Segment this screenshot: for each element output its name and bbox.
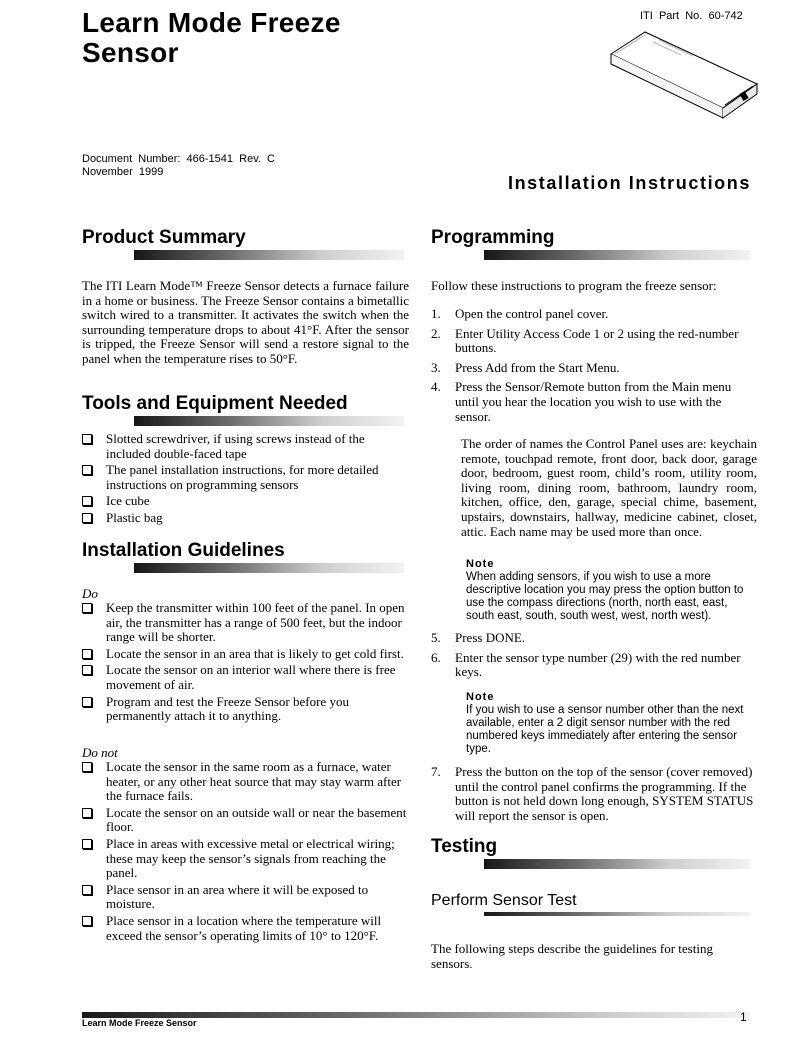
checkbox-bullet-icon [82, 496, 92, 506]
list-item: Program and test the Freeze Sensor before you permanently attach it to anything. [82, 695, 409, 724]
location-names-text: The order of names the Control Panel uses are: keychain remote, touchpad remote, front door, back door, garage door, bedroom, guest room, child’s room, utility room, living room, dining room, bathroom, laundry room, kitchen, office, den, garage, special chime, basement, upstairs, downstairs, hallway, medicine cabinet, closet, attic. Each name may be used more than once. [461, 436, 757, 539]
list-item: Plastic bag [82, 511, 409, 526]
list-item: Place sensor in a location where the temperature will exceed the sensor’s operating limits of 10° to 120°F. [82, 914, 409, 943]
programming-intro: Follow these instructions to program the freeze sensor: [431, 278, 717, 293]
list-item: 1. Open the control panel cover. [431, 306, 609, 321]
heading-rule [484, 250, 750, 260]
checkbox-bullet-icon [82, 885, 92, 895]
note-2 [466, 691, 758, 756]
document-title [82, 8, 341, 68]
list-item: Ice cube [82, 494, 409, 509]
sensor-device-image [605, 24, 765, 134]
list-item: Locate the sensor on an outside wall or near the basement floor. [82, 806, 409, 835]
checkbox-bullet-icon [82, 762, 92, 772]
list-item: Keep the transmitter within 100 feet of the panel. In open air, the transmitter has a range of 500 feet, but the indoor range will be shorter. [82, 601, 409, 645]
list-item: 2. Enter Utility Access Code 1 or 2 using the red-number buttons. [431, 325, 739, 356]
list-item: 5. Press DONE. [431, 630, 526, 645]
list-item: 4. Press the Sensor/Remote button from the Main menu until you hear the location you wish to use with the sensor. [431, 379, 732, 424]
note-text: When adding sensors, if you wish to use a more descriptive location you may press the option button to use the compass directions (north, north east, east, south east, south, south west, west, north west). [466, 571, 744, 622]
tools-heading: Tools and Equipment Needed [82, 393, 348, 414]
list-item: 7. Press the button on the top of the sensor (cover removed) until the control panel confirms the programming. If the button is not held down long enough, SYSTEM STATUS will report the sensor is open. [431, 764, 754, 823]
checkbox-bullet-icon [82, 808, 92, 818]
page-number: 1 [740, 1010, 747, 1024]
checkbox-bullet-icon [82, 434, 92, 444]
checkbox-bullet-icon [82, 839, 92, 849]
checkbox-bullet-icon [82, 665, 92, 675]
list-item: Slotted screwdriver, if using screws instead of the included double-faced tape [82, 432, 409, 461]
checkbox-bullet-icon [82, 465, 92, 475]
list-item: Locate the sensor in the same room as a furnace, water heater, or any other heat source that may stay warm after the furnace fails. [82, 760, 409, 804]
document-date: November 1999 [82, 166, 164, 178]
testing-text: The following steps describe the guidelines for testing sensors. [431, 941, 713, 971]
testing-heading: Testing [431, 836, 498, 857]
title-line-2: Sensor [82, 37, 179, 68]
programming-heading: Programming [431, 227, 555, 248]
subheading-rule [484, 912, 750, 916]
programming-step-7 [431, 765, 757, 828]
installation-guidelines-heading: Installation Guidelines [82, 540, 285, 561]
title-line-1: Learn Mode Freeze [82, 7, 341, 38]
installation-instructions-title: Installation Instructions [507, 173, 751, 193]
list-item: Locate the sensor on an interior wall where there is free movement of air. [82, 663, 409, 692]
list-item: The panel installation instructions, for more detailed instructions on programming sensors [82, 463, 409, 492]
checkbox-bullet-icon [82, 513, 92, 523]
do-label: Do [82, 586, 98, 601]
heading-rule [134, 416, 404, 426]
list-item: Place in areas with excessive metal or electrical wiring; these may keep the sensor’s signals from reaching the panel. [82, 837, 409, 881]
note-1 [466, 558, 756, 623]
perform-sensor-test-subheading: Perform Sensor Test [431, 892, 577, 909]
note-label: Note [466, 558, 495, 570]
checkbox-bullet-icon [82, 697, 92, 707]
list-item: Locate the sensor in an area that is likely to get cold first. [82, 647, 409, 662]
checkbox-bullet-icon [82, 916, 92, 926]
part-number: ITI Part No. 60-742 [640, 10, 743, 22]
list-item: 3. Press Add from the Start Menu. [431, 359, 620, 375]
heading-rule [134, 563, 404, 573]
do-not-label: Do not [82, 745, 118, 760]
do-list [82, 601, 409, 726]
programming-steps-1-4 [431, 307, 757, 429]
footer-title: Learn Mode Freeze Sensor [82, 1018, 197, 1028]
document-number: Document Number: 466-1541 Rev. C [82, 153, 275, 165]
heading-rule [484, 859, 750, 869]
note-text: If you wish to use a sensor number other than the next available, enter a 2 digit sensor number with the red numbered keys immediately after entering the sensor type. [466, 704, 744, 755]
list-item: Place sensor in an area where it will be exposed to moisture. [82, 883, 409, 912]
heading-rule [134, 250, 404, 260]
document-info [82, 153, 275, 179]
tools-list [82, 432, 409, 528]
product-summary-text: The ITI Learn Mode™ Freeze Sensor detects a furnace failure in a home or business. The Freeze Sensor contains a bimetallic switch wired to a transmitter. It activates the switch when the surrounding temperature drops to about 41°F. After the sensor is tripped, the Freeze Sensor will send a restore signal to the panel when the temperature rises to 50°F. [82, 278, 409, 366]
checkbox-bullet-icon [82, 603, 92, 613]
do-not-list [82, 760, 409, 945]
list-item: 6. Enter the sensor type number (29) with the red number keys. [431, 649, 741, 680]
note-label: Note [466, 691, 495, 703]
checkbox-bullet-icon [82, 649, 92, 659]
programming-steps-5-6 [431, 631, 757, 685]
product-summary-heading: Product Summary [82, 227, 246, 248]
